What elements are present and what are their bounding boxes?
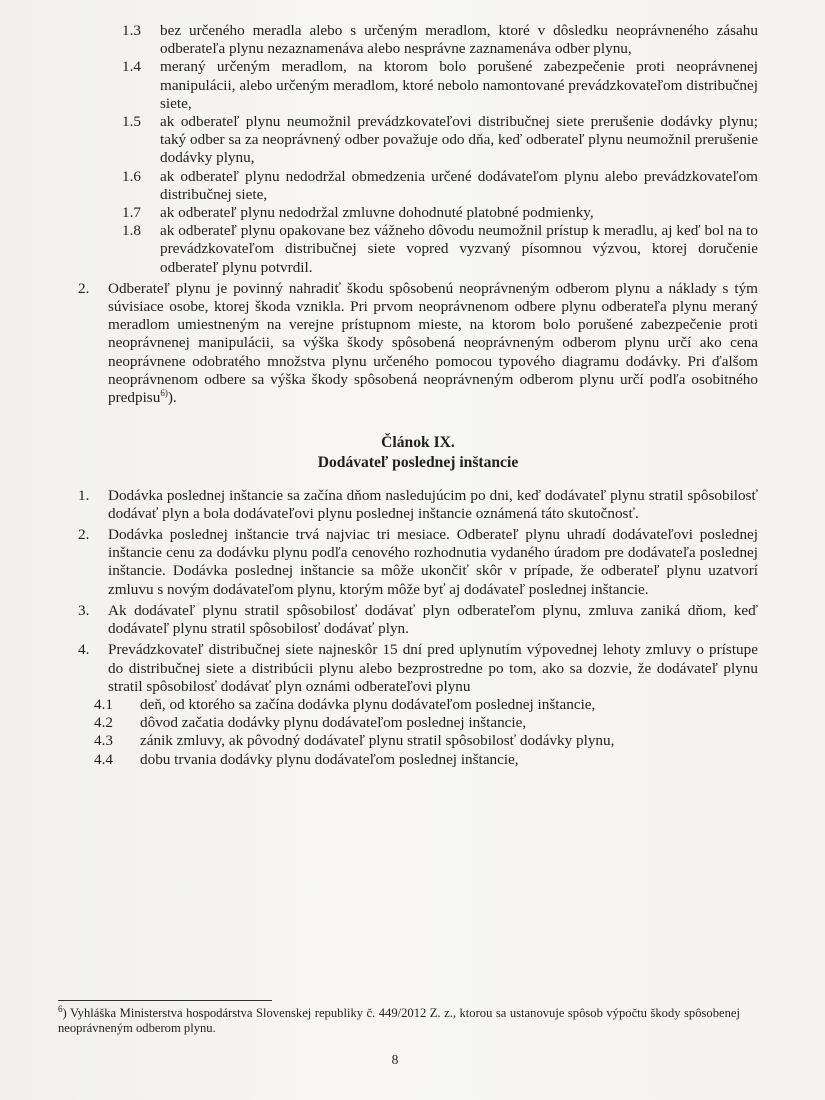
item-number: 2. bbox=[78, 526, 90, 544]
list-item-4-2 bbox=[94, 714, 758, 732]
footnote-reference: 6) bbox=[160, 388, 168, 398]
item-number: 2. bbox=[78, 279, 90, 297]
article-point-3 bbox=[78, 602, 758, 638]
item-text: deň, od ktorého sa začína dodávka plynu dodávateľom poslednej inštancie, bbox=[140, 695, 596, 713]
list-item-4-3 bbox=[94, 732, 758, 750]
item-number: 1.5 bbox=[122, 113, 141, 131]
list-item-1-4 bbox=[114, 58, 758, 113]
item-text: ak odberateľ plynu opakovane bez vážneho dôvodu neumožnil prístup k meradlu, aj keď bol na to prevádzkovateľom distribučnej siete vopred vyzvaný písomnou výzvou, ktorej doručenie odberateľ plynu potvrdil. bbox=[160, 222, 758, 276]
item-text: ak odberateľ plynu nedodržal obmedzenia určené dodávateľom plynu alebo prevádzkovateľom distribučnej siete, bbox=[160, 167, 758, 203]
list-item-1-6 bbox=[114, 168, 758, 204]
page-number: 8 bbox=[391, 1052, 399, 1067]
item-number: 4.4 bbox=[94, 750, 113, 768]
item-number: 1.7 bbox=[122, 204, 141, 222]
article-point-1 bbox=[78, 487, 758, 523]
footnote-mark-suffix: ) bbox=[62, 1006, 67, 1020]
article-point-4 bbox=[78, 641, 758, 696]
item-number: 1.4 bbox=[122, 58, 141, 76]
list-item-4-4 bbox=[94, 751, 758, 769]
article-subtitle: Dodávateľ poslednej inštancie bbox=[317, 454, 519, 472]
item-text: ak odberateľ plynu neumožnil prevádzkovateľovi distribučnej siete prerušenie dodávky plynu; taký odber sa za neoprávnený odber považuje odo dňa, keď odberateľ plynu neumožnil prerušenie dodávky plynu, bbox=[160, 113, 758, 167]
footnote-text: Vyhláška Ministerstva hospodárstva Slovenskej republiky č. 449/2012 Z. z., ktorou sa ustanovuje spôsob výpočtu škody spôsobenej neoprávneným odberom plynu. bbox=[58, 1006, 740, 1035]
list-item-1-7 bbox=[114, 204, 758, 222]
item-text: zánik zmluvy, ak pôvodný dodávateľ plynu stratil spôsobilosť dodávky plynu, bbox=[140, 732, 615, 750]
item-text: dôvod začatia dodávky plynu dodávateľom poslednej inštancie, bbox=[140, 714, 527, 732]
list-item-1-3 bbox=[114, 22, 758, 58]
item-number: 1. bbox=[78, 486, 90, 504]
item-number: 3. bbox=[78, 601, 90, 619]
item-number: 4.2 bbox=[94, 714, 113, 732]
item-number: 4.1 bbox=[94, 695, 113, 713]
item-number: 1.8 bbox=[122, 222, 141, 240]
item-number: 1.6 bbox=[122, 167, 141, 185]
footnote-mark: 6 bbox=[58, 1003, 63, 1014]
item-text: bez určeného meradla alebo s určeným meradlom, ktoré v dôsledku neoprávneného zásahu odberateľa plynu nezaznamenáva alebo nesprávne zaznamenáva odber plynu, bbox=[160, 22, 758, 58]
item-text: Prevádzkovateľ distribučnej siete najneskôr 15 dní pred uplynutím výpovednej lehoty zmluvy o prístupe do distribučnej siete a distribúcii plynu alebo bezprostredne po tom, ako sa dozvie, že dodávateľ plynu stratil spôsobilosť dodávať plyn oznámi odberateľovi plynu bbox=[108, 641, 758, 695]
item-number: 4. bbox=[78, 641, 90, 659]
item-text: dobu trvania dodávky plynu dodávateľom poslednej inštancie, bbox=[140, 750, 519, 768]
item-text: ak odberateľ plynu nedodržal zmluvne dohodnuté platobné podmienky, bbox=[160, 204, 594, 222]
item-number: 1.3 bbox=[122, 22, 141, 39]
paragraph-2 bbox=[78, 280, 758, 407]
list-item-1-5 bbox=[114, 113, 758, 168]
item-text: Dodávka poslednej inštancie sa začína dňom nasledujúcim po dni, keď dodávateľ plynu stratil spôsobilosť dodávať plyn a bola dodávateľovi plynu poslednej inštancie oznámená táto skutočnosť. bbox=[108, 486, 758, 522]
page-body bbox=[78, 22, 758, 769]
item-text: meraný určeným meradlom, na ktorom bolo porušené zabezpečenie proti neoprávnenej manipulácii, alebo určeným meradlom, ktoré nebolo namontované prevádzkovateľom distribučnej siete, bbox=[160, 58, 758, 112]
item-number: 4.3 bbox=[94, 732, 113, 750]
item-text: Odberateľ plynu je povinný nahradiť škodu spôsobenú neoprávneným odberom plynu a náklady s tým súvisiace osobe, ktorej škoda vznikla. Pri prvom neoprávnenom odbere plynu odberateľa plynu meraný meradlom umiestneným na verejne prístupnom mieste, na ktorom bolo porušené zabezpečenie proti neoprávnenej manipulácii, sa výška škody spôsobená neoprávneným odberom plynu určí ako cena neoprávnene odobratého množstva plynu určeného pomocou typového diagramu dodávky. Pri ďalšom neoprávnenom odbere sa výška škody spôsobená neoprávneným odberom plynu určí podľa osobitného predpisu bbox=[108, 279, 758, 407]
article-point-2 bbox=[78, 526, 758, 599]
list-item-1-8 bbox=[114, 222, 758, 277]
item-text-tail: ). bbox=[167, 389, 177, 407]
list-item-4-1 bbox=[94, 696, 758, 714]
item-text: Ak dodávateľ plynu stratil spôsobilosť dodávať plyn odberateľom plynu, zmluva zaniká dňom, keď dodávateľ plynu stratil spôsobilosť dodávať plyn. bbox=[108, 601, 758, 638]
item-text: Dodávka poslednej inštancie trvá najviac tri mesiace. Odberateľ plynu uhradí dodávateľovi poslednej inštancie cenu za dodávku plynu podľa cenového rozhodnutia vydaného úradom pre dodávateľa poslednej inštancie. Dodávka poslednej inštancie sa môže ukončiť skôr v prípade, že odberateľ plynu uzatvorí zmluvu s novým dodávateľom plynu, ktorým môže byť aj dodávateľ poslednej inštancie. bbox=[108, 526, 758, 598]
footnote-divider bbox=[58, 1000, 272, 1001]
article-title: Článok IX. bbox=[381, 434, 455, 452]
footnote bbox=[58, 1003, 740, 1036]
